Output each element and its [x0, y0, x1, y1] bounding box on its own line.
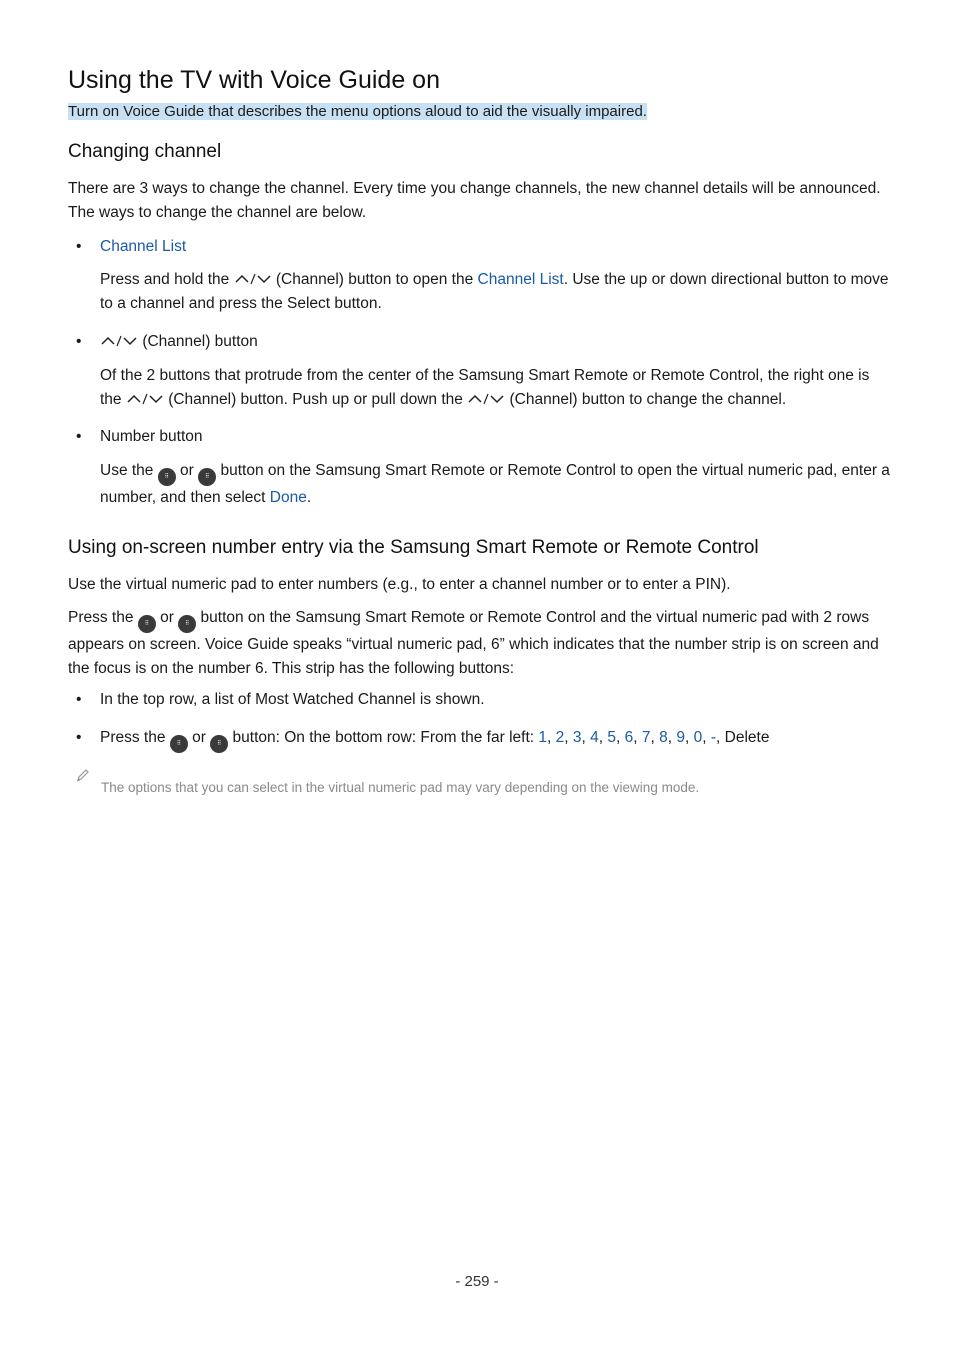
numeric-key: 2 [555, 729, 565, 746]
numeric-key: 7 [641, 729, 651, 746]
section1-intro: There are 3 ways to change the channel. Every time you change channels, the new channel details will be announced. The ways to change the channel are below. [68, 180, 881, 221]
channel-up-down-icon [234, 272, 272, 286]
bullet-dot: • [76, 691, 82, 708]
bullet-dot: • [76, 729, 82, 746]
numeric-key: 8 [659, 729, 668, 746]
number-button-icon: ⠿ [170, 735, 188, 753]
item-number-button-body: Use the ⠿ or ⠿ button on the Samsung Smart Remote or Remote Control to open the virtual numeric pad, enter a number, and then select Done. [100, 462, 890, 506]
numeric-key: - [710, 729, 717, 746]
section-heading-changing-channel: Changing channel [68, 141, 222, 162]
item-channel-button-body: Of the 2 buttons that protrude from the center of the Samsung Smart Remote or Remote Control, the right one is the (Channel) button. Push up or pull down the (Channel) button to change the channel. [100, 367, 870, 408]
numeric-key: 4 [590, 729, 599, 746]
numeric-key: 1 [538, 729, 547, 746]
section2-bullet-2: Press the ⠿ or ⠿ button: On the bottom row: From the far left: 1, 2, 3, 4, 5, 6, 7, 8, 9, 0, -, Delete [100, 726, 890, 753]
channel-up-down-icon [126, 392, 164, 406]
number-button-icon: ⠿ [210, 735, 228, 753]
numeric-key: 0 [693, 729, 703, 746]
item-number-button-label: Number button [100, 428, 203, 445]
pencil-icon [76, 768, 90, 782]
numeric-key: 9 [676, 729, 685, 746]
page-number: - 259 - [455, 1273, 499, 1290]
numeric-key: 5 [607, 729, 616, 746]
item-channel-button-label: (Channel) button [100, 330, 890, 354]
page-subtitle: Turn on Voice Guide that describes the menu options aloud to aid the visually impaired. [68, 103, 647, 120]
page-title: Using the TV with Voice Guide on [68, 66, 440, 94]
numeric-key: 3 [572, 729, 582, 746]
item-channel-list-body: Press and hold the (Channel) button to open the Channel List. Use the up or down directional button to move to a channel and press the Select button. [100, 271, 889, 312]
item-channel-list-label: Channel List [100, 238, 187, 255]
numeric-key-list: 1, 2, 3, 4, 5, 6, 7, 8, 9, 0, -, [538, 729, 725, 746]
bullet-dot: • [76, 428, 82, 445]
section-heading-number-entry: Using on-screen number entry via the Samsung Smart Remote or Remote Control [68, 537, 759, 558]
number-button-icon: ⠿ [198, 468, 216, 486]
note-text: The options that you can select in the virtual numeric pad may vary depending on the viewing mode. [101, 779, 700, 795]
numeric-key: 6 [624, 729, 634, 746]
channel-up-down-icon [467, 392, 505, 406]
section2-p1: Use the virtual numeric pad to enter numbers (e.g., to enter a channel number or to enter a PIN). [68, 576, 731, 593]
channel-up-down-icon [100, 334, 138, 348]
bullet-dot: • [76, 238, 82, 255]
number-button-icon: ⠿ [138, 615, 156, 633]
bullet-dot: • [76, 333, 82, 350]
section2-bullet-1: In the top row, a list of Most Watched Channel is shown. [100, 691, 485, 708]
section2-p2: Press the ⠿ or ⠿ button on the Samsung Smart Remote or Remote Control and the virtual numeric pad with 2 rows appears on screen. Voice Guide speaks “virtual numeric pad, 6” which indicates that the number strip is on screen and the focus is on the number 6. This strip has the following buttons: [68, 609, 879, 677]
number-button-icon: ⠿ [178, 615, 196, 633]
number-button-icon: ⠿ [158, 468, 176, 486]
